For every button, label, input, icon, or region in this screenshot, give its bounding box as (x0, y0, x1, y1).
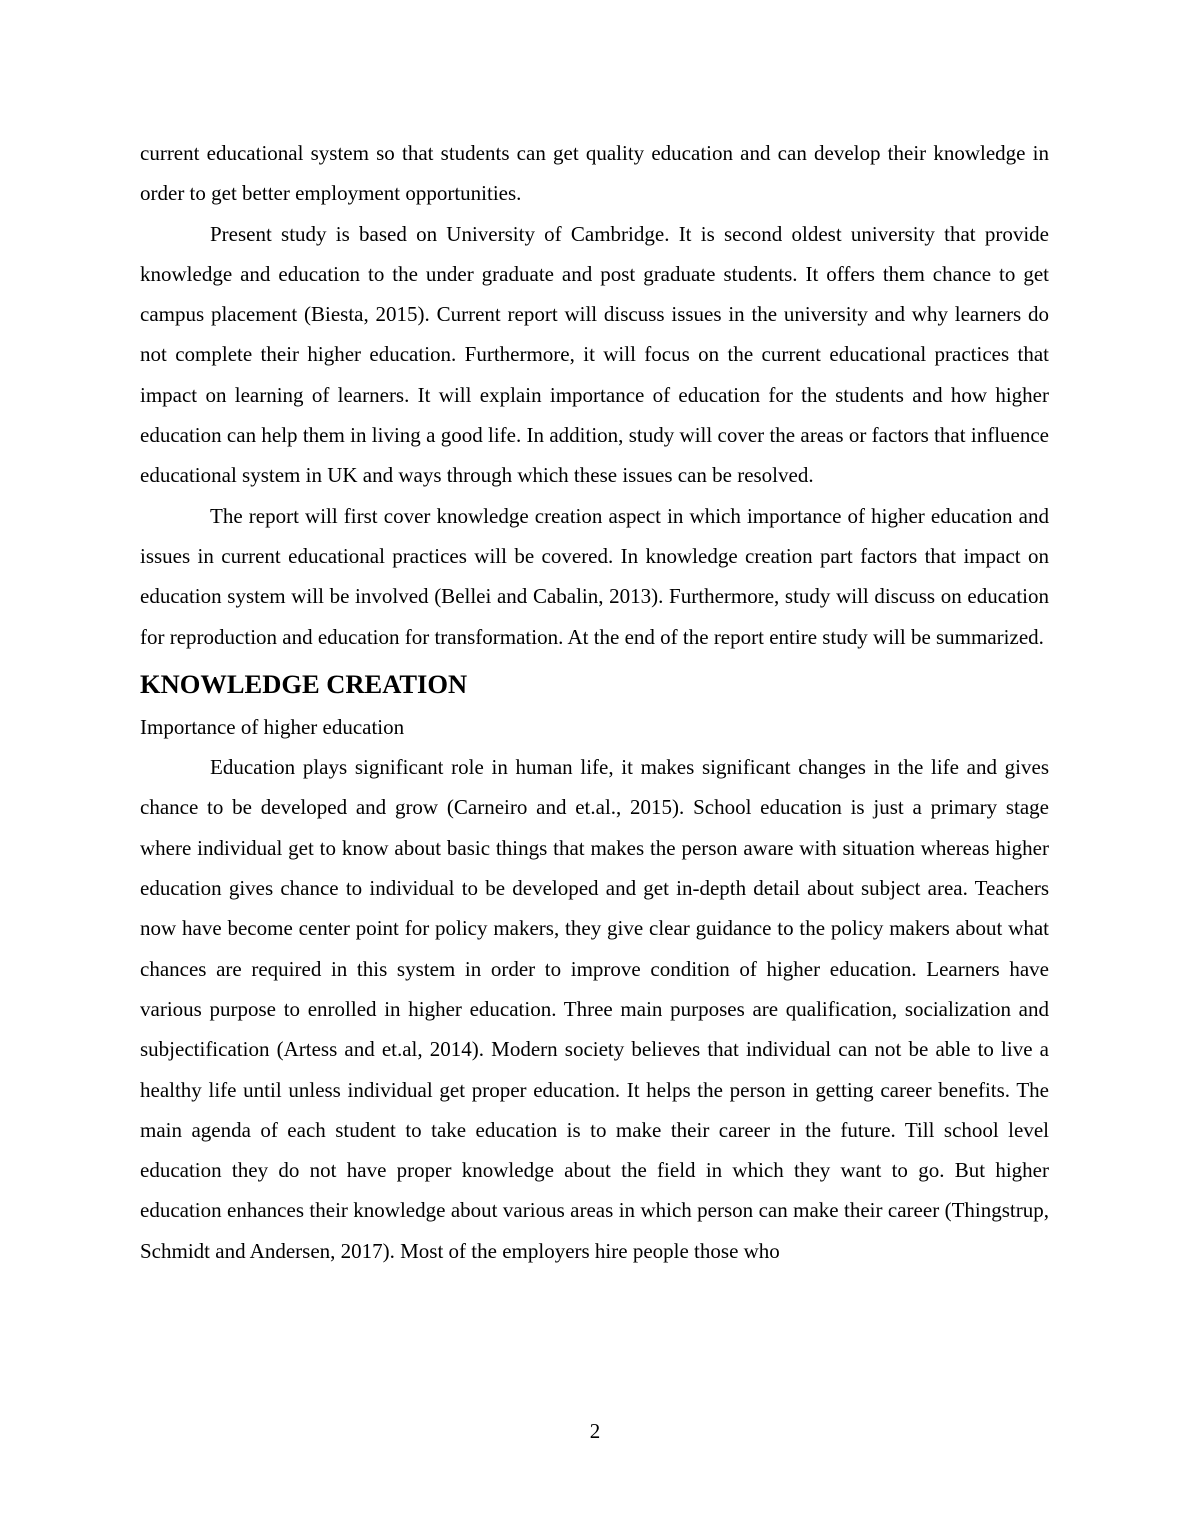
section-heading: KNOWLEDGE CREATION (140, 668, 468, 699)
section-subheading: Importance of higher education (140, 714, 405, 739)
paragraph-study-overview: Present study is based on University of Cambridge. It is second oldest university that provide knowledge and education to the under graduate and post graduate students. It offers them chance to get campus placement (Biesta, 2015). Current report will discuss issues in the university and why learners do not complete their higher education. Furthermore, it will focus on the current educational practices that impact on learning of learners. It will explain importance of education for the students and how higher education can help them in living a good life. In addition, study will cover the areas or factors that influence educational system in UK and ways through which these issues can be resolved. (140, 221, 1049, 488)
paragraph-report-structure: The report will first cover knowledge creation aspect in which importance of higher education and issues in current educational practices will be covered. In knowledge creation part factors that impact on education system will be involved (Bellei and Cabalin, 2013). Furthermore, study will discuss on education for reproduction and education for transformation. At the end of the report entire study will be summarized. (140, 503, 1049, 649)
paragraph-importance-body: Education plays significant role in human life, it makes significant changes in the life and gives chance to be developed and grow (Carneiro and et.al., 2015). School education is just a primary stage where individual get to know about basic things that makes the person aware with situation whereas higher education gives chance to individual to be developed and get in-depth detail about subject area. Teachers now have become center point for policy makers, they give clear guidance to the policy makers about what chances are required in this system in order to improve condition of higher education. Learners have various purpose to enrolled in higher education. Three main purposes are qualification, socialization and subjectification (Artess and et.al, 2014). Modern society believes that individual can not be able to live a healthy life until unless individual get proper education. It helps the person in getting career benefits. The main agenda of each student to take education is to make their career in the future. Till school level education they do not have proper knowledge about the field in which they want to go. But higher education enhances their knowledge about various areas in which person can make their career (Thingstrup, Schmidt and Andersen, 2017). Most of the employers hire people those who (140, 755, 1049, 1263)
page-number: 2 (589, 1419, 601, 1443)
document-page (140, 133, 1049, 1271)
paragraph-continuation: current educational system so that students can get quality education and can develop their knowledge in order to get better employment opportunities. (140, 141, 1049, 206)
